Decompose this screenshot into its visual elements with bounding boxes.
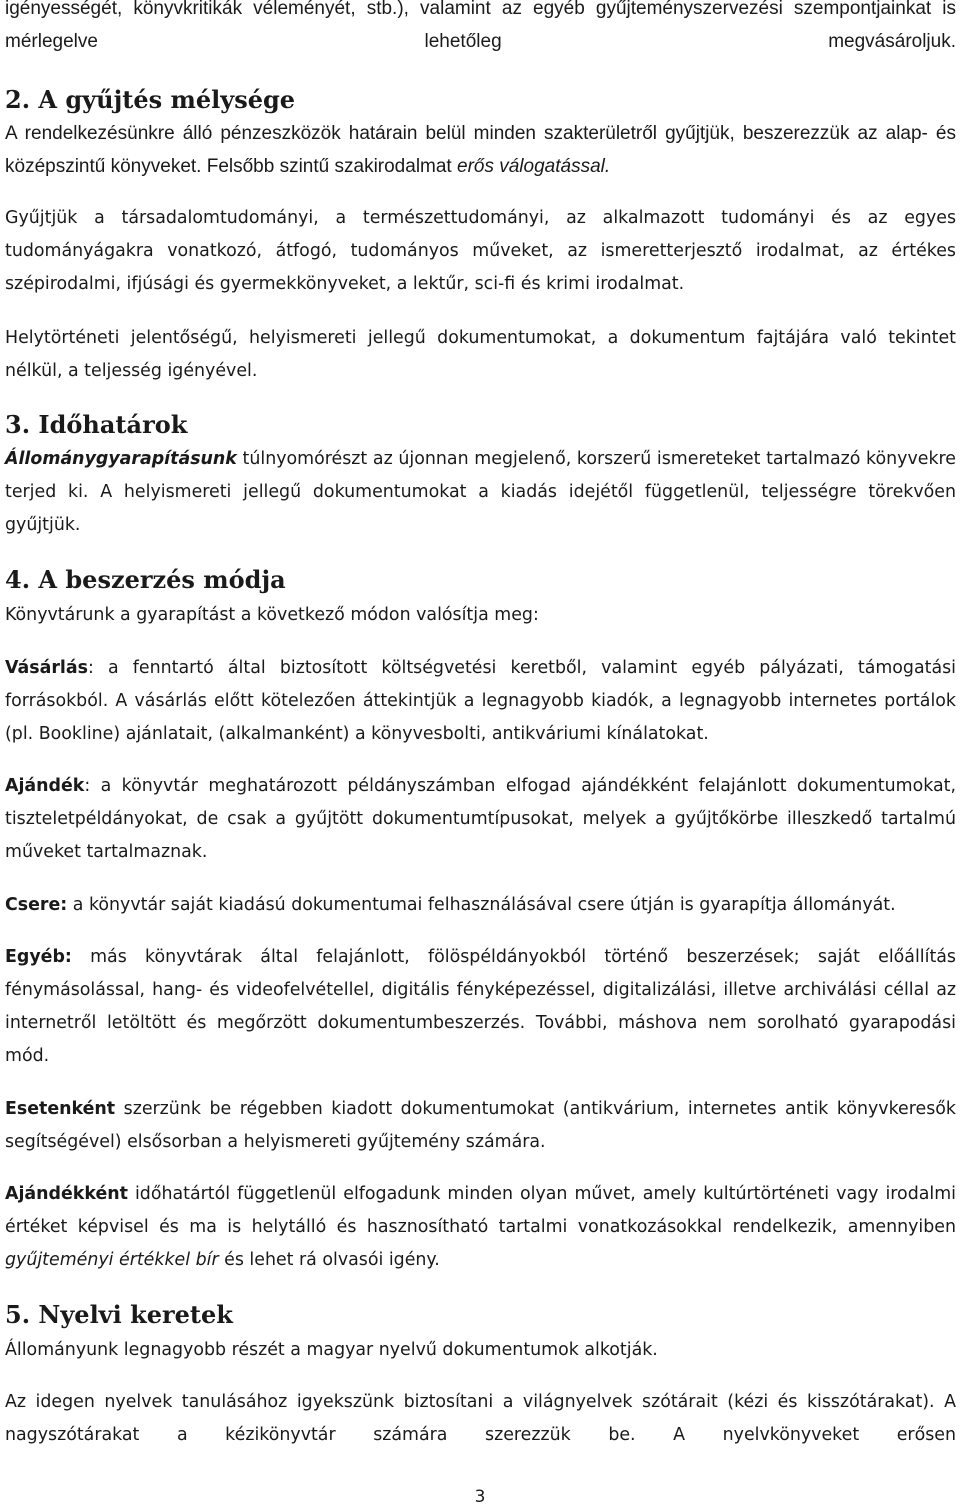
intro-text: igényességét, könyvkritikák véleményét, stb.), valamint az egyéb gyűjteményszervezési szempontjainkat is mérlegelve lehetőleg megvásároljuk. (5, 0, 956, 52)
vasarlas-text: : a fenntartó által biztosított költségvetési keretből, valamint egyéb pályázati, támogatási forrásokból. A vásárlás előtt kötelezően áttekintjük a legnagyobb kiadók, a legnagyobb internetes portálok (pl. Bookline) ajánlatait, (alkalmanként) a könyvesbolti, antikváriumi kínálatokat. (5, 658, 956, 744)
csere-text: a könyvtár saját kiadású dokumentumai felhasználásával csere útján is gyarapítja állományát. (67, 895, 896, 915)
section-5-heading: 5. Nyelvi keretek (5, 1300, 233, 1329)
ajandek-paragraph (5, 770, 956, 869)
vasarlas-paragraph (5, 652, 956, 751)
section-4-heading: 4. A beszerzés módja (5, 565, 286, 594)
section-2-p1-emphasis: erős válogatással. (457, 156, 611, 177)
section-2-paragraph-2: Gyűjtjük a társadalomtudományi, a természettudományi, az alkalmazott tudományi és az egyes tudományágakra vonatkozó, átfogó, tudományos műveket, az ismeretterjesztő irodalmat, az értékes szépirodalmi, ifjúsági és gyermekkönyveket, a lektűr, sci-fi és krimi irodalmat. (5, 208, 956, 294)
csere-paragraph (5, 889, 956, 922)
page-number: 3 (474, 1487, 486, 1507)
ajandekkent-text-2: és lehet rá olvasói igény. (218, 1250, 440, 1270)
section-3-paragraph (5, 443, 956, 542)
section-3-text: túlnyomórészt az újonnan megjelenő, korszerű ismereteket tartalmazó könyvekre terjed ki. A helyismereti jellegű dokumentumokat a kiadás idejétől függetlenül, teljességre törekvően gyűjtjük. (5, 449, 956, 535)
section-3-term: Állománygyarapításunk (5, 449, 237, 469)
ajandek-term: Ajándék (5, 776, 85, 796)
egyeb-text: más könyvtárak által felajánlott, fölöspéldányokból történő beszerzések; saját előállítás fénymásolással, hang- és videofelvétellel, digitális fényképezéssel, digitalizálási, illetve archiválási céllal az internetről letöltött és megőrzött dokumentumbeszerzés. További, máshova nem sorolható gyarapodási mód. (5, 947, 956, 1066)
section-5-paragraph-1: Állományunk legnagyobb részét a magyar nyelvű dokumentumok alkotják. (5, 1340, 658, 1360)
ajandekkent-term: Ajándékként (5, 1184, 128, 1204)
ajandekkent-paragraph (5, 1178, 956, 1277)
section-5-paragraph-2: Az idegen nyelvek tanulásához igyekszünk biztosítani a világnyelvek szótárait (kézi és kisszótárakat). A nagyszótárakat a kézikönyvtár számára szerezzük be. A nyelvkönyveket erősen (5, 1392, 956, 1445)
egyeb-term: Egyéb: (5, 947, 72, 967)
section-2-p1-text: A rendelkezésünkre álló pénzeszközök határain belül minden szakterületről gyűjtjük, beszerezzük az alap- és középszintű könyveket. Felsőbb szintű szakirodalmat (5, 123, 956, 177)
section-2-paragraph-1 (5, 117, 956, 183)
section-4-intro: Könyvtárunk a gyarapítást a következő módon valósítja meg: (5, 605, 539, 625)
section-3-heading: 3. Időhatárok (5, 410, 188, 439)
csere-term: Csere: (5, 895, 68, 915)
section-2-heading: 2. A gyűjtés mélysége (5, 85, 296, 114)
ajandekkent-text-1: időhatártól függetlenül elfogadunk minden olyan művet, amely kultúrtörténeti vagy irodalmi értéket képvisel és ma is helytálló és hasznosítható tartalmi vonatkozásokkal rendelkezik, amennyiben (5, 1184, 956, 1237)
vasarlas-term: Vásárlás (5, 658, 88, 678)
ajandekkent-emphasis: gyűjteményi értékkel bír (5, 1250, 219, 1270)
esetenkent-text: szerzünk be régebben kiadott dokumentumokat (antikvárium, internetes antik könyvkeresők segítségével) elsősorban a helyismereti gyűjtemény számára. (5, 1099, 956, 1152)
ajandek-text: : a könyvtár meghatározott példányszámban elfogad ajándékként felajánlott dokumentumokat, tiszteletpéldányokat, de csak a gyűjtött dokumentumtípusokat, melyek a gyűjtőkörbe illeszkedő tartalmú műveket tartalmaznak. (5, 776, 956, 862)
esetenkent-term: Esetenként (5, 1099, 116, 1119)
egyeb-paragraph (5, 941, 956, 1073)
esetenkent-paragraph (5, 1093, 956, 1159)
intro-paragraph (5, 0, 956, 58)
section-2-paragraph-3: Helytörténeti jelentőségű, helyismereti jellegű dokumentumokat, a dokumentum fajtájára való tekintet nélkül, a teljesség igényével. (5, 328, 956, 381)
